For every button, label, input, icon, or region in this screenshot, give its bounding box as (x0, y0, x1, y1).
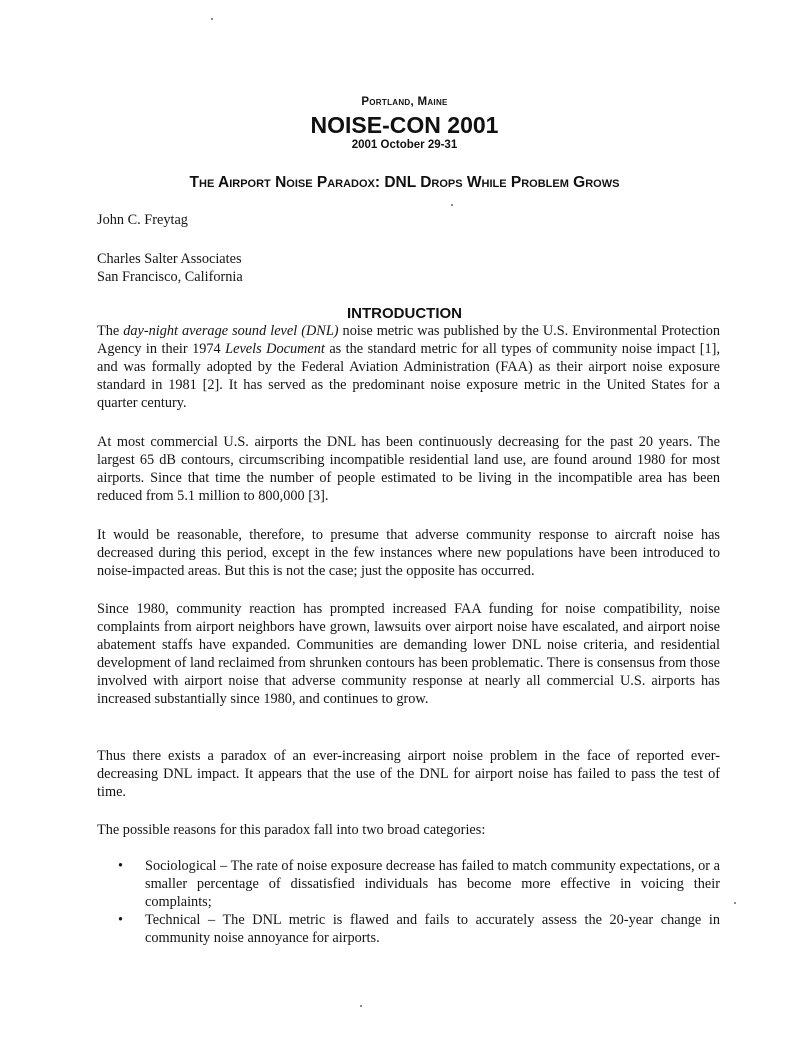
paper-title: The Airport Noise Paradox: DNL Drops While Problem Grows (189, 174, 620, 191)
section-heading: INTRODUCTION (347, 305, 462, 322)
paragraph-1-text-c: as the standard metric for all types of community noise impact [1], and was formally adopted by the Federal Aviation Administration (FAA) as their airport noise exposure standard in 1981 [2]. It has served as the predominant noise exposure metric in the United States for a quarter century. (97, 341, 721, 411)
affiliation-company: Charles Salter Associates (97, 251, 242, 267)
list-item-text: Sociological – The rate of noise exposure decrease has failed to match community expectations, or a smaller percentage of dissatisfied individuals has become more effective in voicing their complaints; (145, 858, 720, 910)
paragraph-3: It would be reasonable, therefore, to presume that adverse community response to aircraft noise has decreased during this period, except in the few instances where new populations have been introduced to noise-impacted areas. But this is not the case; just the opposite has occurred. (97, 527, 720, 579)
paragraph-2: At most commercial U.S. airports the DNL has been continuously decreasing for the past 20 years. The largest 65 dB contours, circumscribing incompatible residential land use, are found around 1980 for most airports. Since that time the number of people estimated to be living in the incompatible area has been reduced from 5.1 million to 800,000 [3]. (97, 434, 720, 504)
author-name: John C. Freytag (97, 212, 188, 228)
paragraph-5: Thus there exists a paradox of an ever-increasing airport noise problem in the face of reported ever-decreasing DNL impact. It appears that the use of the DNL for airport noise has failed to pass the test of time. (97, 748, 720, 800)
list-item (118, 857, 720, 911)
paragraph-1 (97, 322, 720, 412)
conference-name: NOISE-CON 2001 (310, 112, 499, 138)
scan-speck (734, 902, 736, 904)
paragraph-1-text-b: noise metric was published by the U.S. Environmental Protection Agency in their 1974 (97, 323, 720, 357)
conference-dates: 2001 October 29-31 (351, 139, 458, 151)
paragraph-6: The possible reasons for this paradox fall into two broad categories: (97, 822, 486, 838)
affiliation-location: San Francisco, California (97, 269, 243, 285)
paragraph-1-term-dnl: day-night average sound level (DNL) (123, 323, 339, 339)
scan-speck (211, 18, 213, 20)
bullet-marker: • (118, 912, 124, 928)
scan-speck (451, 204, 453, 206)
bullet-marker: • (118, 858, 124, 874)
conference-location: Portland, Maine (361, 96, 448, 108)
list-item (118, 911, 720, 947)
list-item-text: Technical – The DNL metric is flawed and fails to accurately assess the 20-year change in community noise annoyance for airports. (145, 912, 720, 946)
reasons-list (118, 857, 720, 947)
author-affiliation (97, 250, 720, 286)
paragraph-1-levels-document: Levels Document (225, 341, 325, 357)
paragraph-4: Since 1980, community reaction has prompted increased FAA funding for noise compatibility, noise complaints from airport neighbors have grown, lawsuits over airport noise have escalated, and airport noise abatement staffs have expanded. Communities are demanding lower DNL noise criteria, and residential development of land reclaimed from shrunken contours has been problematic. There is consensus from those involved with airport noise that adverse community response at nearly all commercial U.S. airports has increased substantially since 1980, and continues to grow. (97, 601, 720, 707)
paragraph-1-text-a: The (97, 323, 124, 339)
scan-speck (360, 1005, 362, 1007)
